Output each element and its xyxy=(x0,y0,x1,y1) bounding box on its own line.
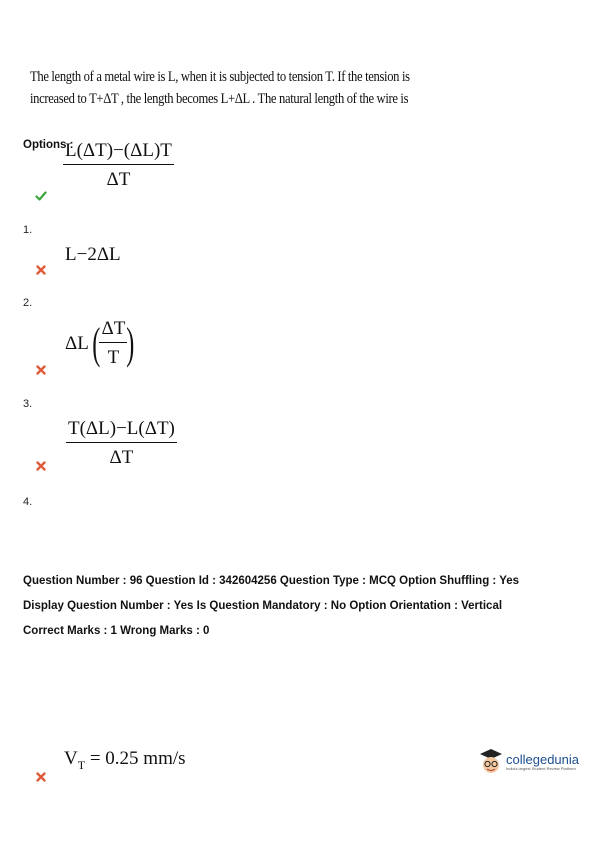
question-meta-line-1: Question Number : 96 Question Id : 342604256 Question Type : MCQ Option Shuffling : Yes xyxy=(23,575,520,587)
option-1-denominator: ΔT xyxy=(106,169,131,190)
options-label: Options : xyxy=(23,139,74,151)
option-4-denominator: ΔT xyxy=(109,447,134,468)
cross-icon xyxy=(35,364,47,376)
option-4-number: 4. xyxy=(23,496,33,508)
question-stem-line-1: The length of a metal wire is L, when it is subjected to tension T. If the tension is xyxy=(30,69,410,85)
graduate-mascot-icon xyxy=(478,747,504,777)
next-option-formula xyxy=(64,748,186,773)
question-stem-line-2: increased to T+ΔT , the length becomes L+ΔL . The natural length of the wire is xyxy=(30,91,409,107)
option-3-prefix: ΔL xyxy=(65,332,89,354)
option-4-formula xyxy=(66,418,177,469)
option-2-formula: L−2ΔL xyxy=(65,244,121,265)
option-4-numerator: T(ΔL)−L(ΔT) xyxy=(66,418,177,443)
check-icon xyxy=(35,190,47,202)
right-paren-icon: ) xyxy=(126,318,135,368)
option-2-number-label: 2. xyxy=(23,297,33,309)
question-meta-line-2: Display Question Number : Yes Is Question Mandatory : No Option Orientation : Vertical xyxy=(23,600,503,612)
option-1-formula xyxy=(63,140,174,191)
option-3-formula xyxy=(65,318,138,369)
question-stem xyxy=(30,66,467,110)
option-1-numerator: L(ΔT)−(ΔL)T xyxy=(63,140,174,165)
cross-icon xyxy=(35,264,47,276)
collegedunia-logo xyxy=(478,747,579,777)
option-3-numerator: ΔT xyxy=(99,318,127,343)
cross-icon xyxy=(35,460,47,472)
logo-tagline: India's largest Student Review Platform xyxy=(506,765,576,771)
logo-name: collegedunia xyxy=(506,751,580,767)
question-meta-line-3: Correct Marks : 1 Wrong Marks : 0 xyxy=(23,625,210,637)
option-3-number: 3. xyxy=(23,398,33,410)
left-paren-icon: ( xyxy=(92,318,101,368)
option-1-number: 1. xyxy=(23,224,33,236)
next-option-value: = 0.25 mm/s xyxy=(85,748,186,769)
option-3-denominator: T xyxy=(107,347,120,368)
next-option-subscript: T xyxy=(77,757,86,772)
next-option-symbol: V xyxy=(64,748,78,769)
cross-icon xyxy=(35,771,47,783)
